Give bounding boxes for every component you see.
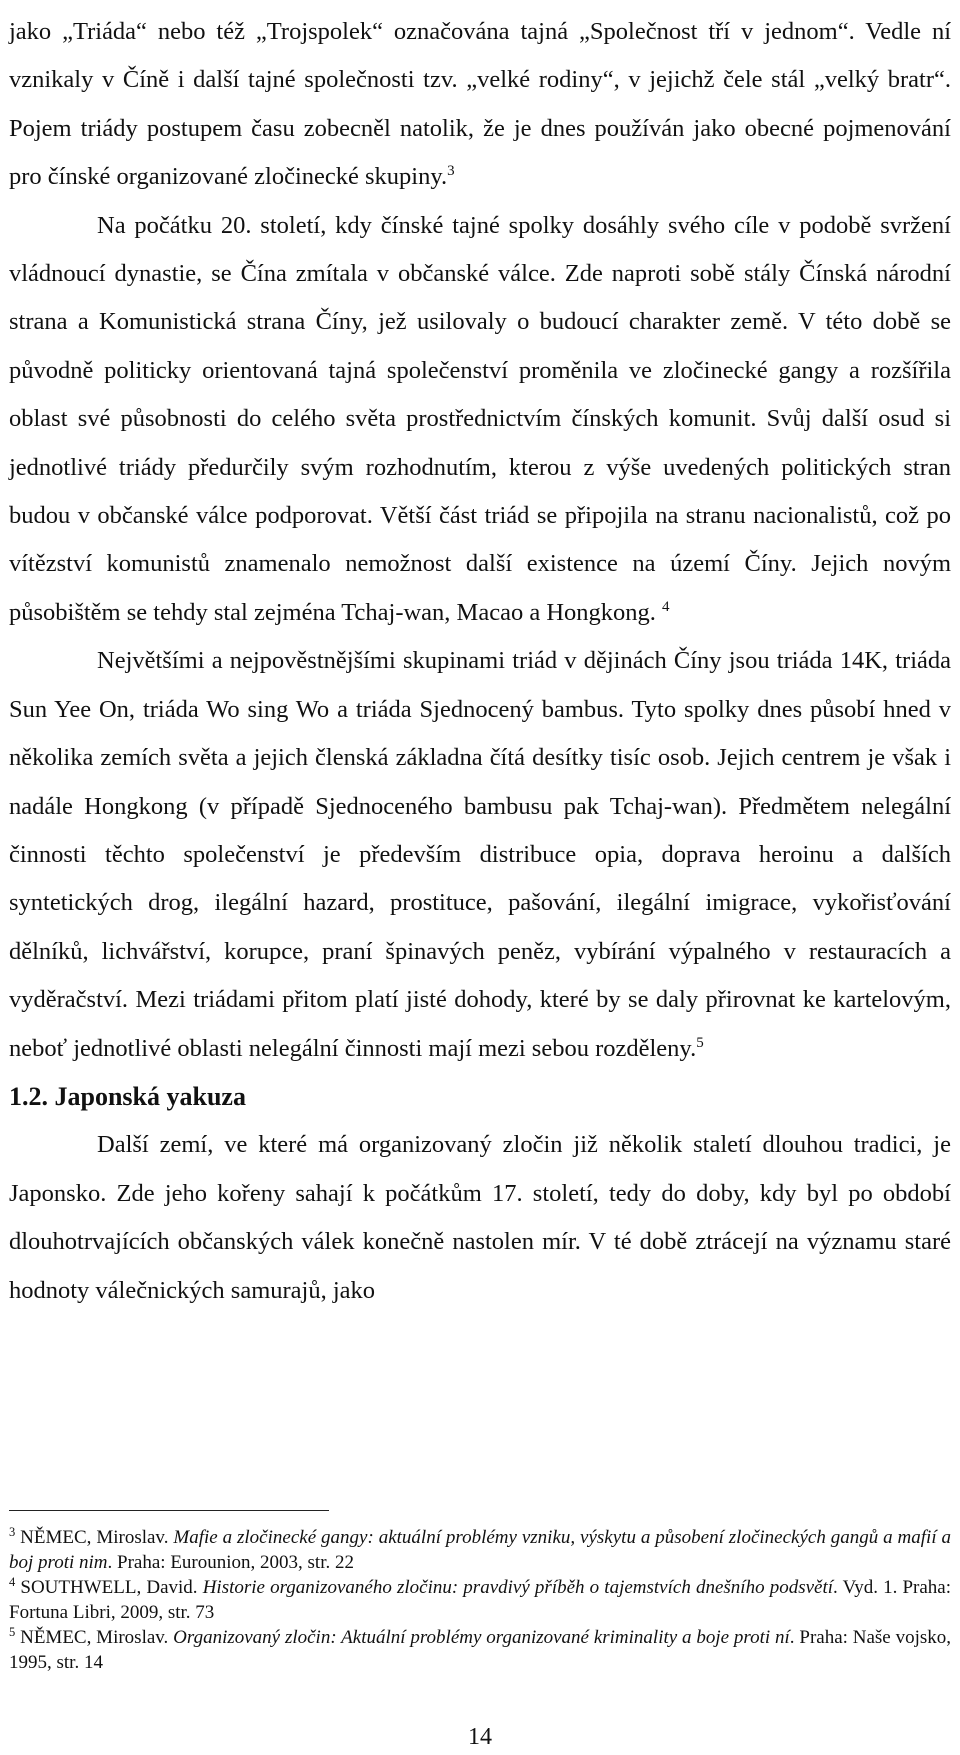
- footnote-4: $^4$ SOUTHWELL, David. Historie organizovaného zločinu: pravdivý příběh o tajemstvích dnešního podsvětí. Vyd. 1. Praha: Fortuna Libri, 2009, str. 73: [9, 1575, 951, 1623]
- paragraph-civil-war: Na počátku 20. století, kdy čínské tajné spolky dosáhly svého cíle v podobě svržení vládnoucí dynastie, se Čína zmítala v občanské válce. Zde naproti sobě stály Čínská národní strana a Komunistická strana Číny, jež usilovaly o budoucí charakter země. V této době se původně politicky orientovaná tajná společenství proměnila ve zločinecké gangy a rozšířila oblast své působnosti do celého světa prostřednictvím čínských komunit. Svůj další osud si jednotlivé triády předurčily svým rozhodnutím, kterou z výše uvedených politických stran budou v občanské válce podporovat. Větší část triád se připojila na stranu nacionalistů, což po vítězství komunistů znamenalo nemožnost další existence na území Číny. Jejich novým působištěm se tehdy stal zejména Tchaj-wan, Macao a Hongkong. $^4$: [9, 211, 951, 626]
- document-page: [9, 0, 951, 1315]
- footnote-ref-5: 5: [696, 1034, 704, 1051]
- footnote-5: $^5$ NĚMEC, Miroslav. Organizovaný zločin: Aktuální problémy organizované kriminality a boje proti ní. Praha: Naše vojsko, 1995, str. 14: [9, 1625, 952, 1673]
- section-heading: 1.2. Japonská yakuza: [9, 1081, 246, 1111]
- footnote-ref-3: 3: [447, 163, 455, 180]
- paragraph-japan: Další zemí, ve které má organizovaný zločin již několik staletí dlouhou tradici, je Japonsko. Zde jeho kořeny sahají k počátkům 17. století, tedy do doby, kdy byl po období dlouhotrvajících občanských válek konečně nastolen mír. V té době ztrácejí na významu staré hodnoty válečnických samurajů, jako: [9, 1131, 951, 1304]
- footnote-3: $^3$ NĚMEC, Miroslav. Mafie a zločinecké gangy: aktuální problémy vzniku, výskytu a působení zločineckých gangů a mafií a boj proti nim. Praha: Eurounion, 2003, str. 22: [9, 1525, 952, 1573]
- main-text: [9, 0, 951, 1315]
- paragraph-largest-triads: Největšími a nejpověstnějšími skupinami triád v dějinách Číny jsou triáda 14K, triáda Sun Yee On, triáda Wo sing Wo a triáda Sjednocený bambus. Tyto spolky dnes působí hned v několika zemích světa a jejich členská základna čítá desítky tisíc osob. Jejich centrem je však i nadále Hongkong (v případě Sjednoceného bambusu pak Tchaj-wan). Předmětem nelegální činnosti těchto společenství je především distribuce opia, doprava heroinu a dalších syntetických drog, ilegální hazard, prostituce, pašování, ilegální imigrace, vykořisťování dělníků, lichvářství, korupce, praní špinavých peněz, vybírání výpalného v restauracích a vyděračství. Mezi triádami přitom platí jisté dohody, které by se daly přirovnat ke kartelovým, neboť jednotlivé oblasti nelegální činnosti mají mezi sebou rozděleny.$^5$: [9, 647, 951, 1062]
- footnote-separator: [9, 1510, 329, 1511]
- page-number: 14: [468, 1724, 492, 1750]
- paragraph-triada-intro: jako „Triáda“ nebo též „Trojspolek“ označována tajná „Společnost tří v jednom“. Vedle ní vznikaly v Číně i další tajné společnosti tzv. „velké rodiny“, v jejichž čele stál „velký bratr“. Pojem triády postupem času zobecněl natolik, že je dnes používán jako obecné pojmenování pro čínské organizované zločinecké skupiny.$^3$: [9, 18, 951, 191]
- footnotes: [9, 1510, 951, 1675]
- footnote-ref-4: 4: [662, 598, 670, 615]
